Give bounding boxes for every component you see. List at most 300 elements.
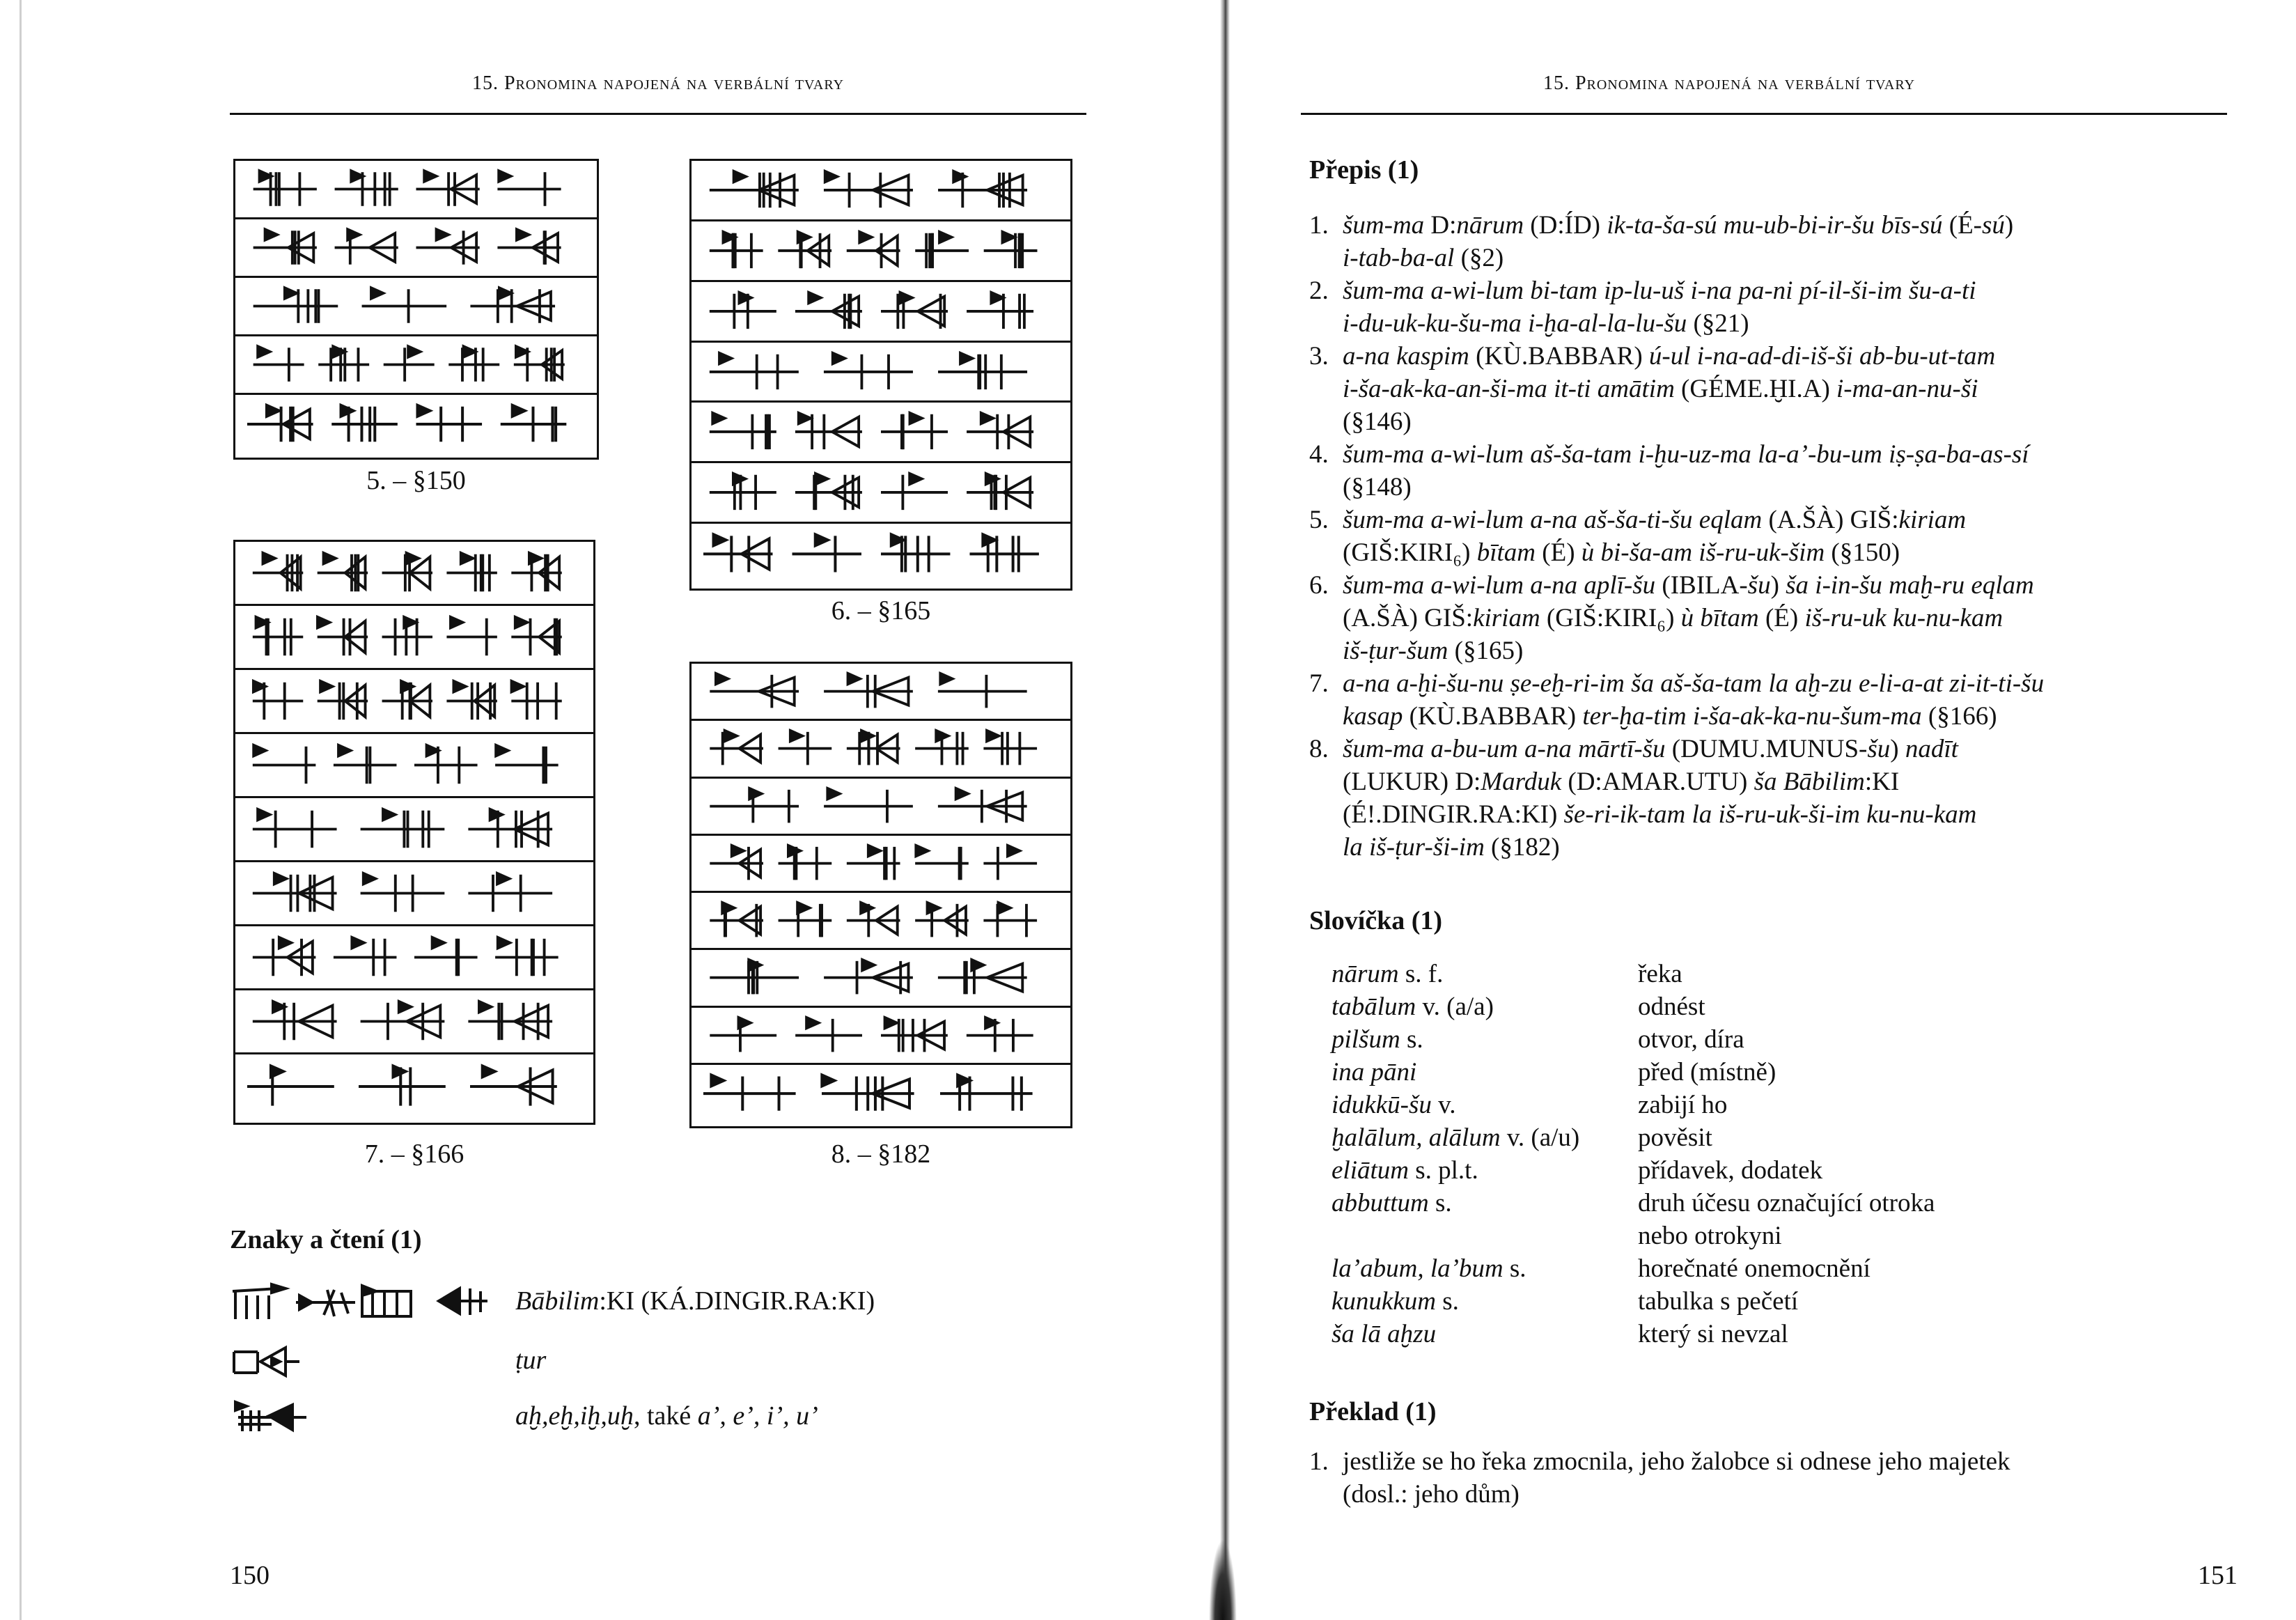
sign-row-ah (230, 1396, 1100, 1438)
vocabulary-list (1331, 958, 2167, 1350)
cuneiform-sign (847, 232, 900, 268)
page-number-right: 151 (2198, 1561, 2238, 1590)
cuneiform-sign (881, 1017, 948, 1051)
cuneiform-sign (253, 346, 304, 382)
transliteration-segment: ú-ul i-na-ad-di-iš-ši ab-bu-ut-tam (1648, 342, 1996, 371)
cuneiform-sign (253, 171, 317, 206)
transliteration-segment: i-du-uk-ku-šu-ma i-ḫa-al-la-lu-šu (1343, 309, 1687, 338)
item-number: 5. (1309, 506, 1329, 534)
vocabulary-term (1331, 1154, 1478, 1187)
cuneiform-sign (915, 846, 969, 880)
vocabulary-term-segment: la’abum, la’bum (1331, 1254, 1504, 1283)
transliteration-segment: nārum (1456, 211, 1524, 240)
vocabulary-term-segment: ḫalālum, alālum (1331, 1123, 1501, 1152)
vocabulary-meaning: horečnaté onemocnění (1638, 1254, 1871, 1283)
vocabulary-row (1331, 958, 2167, 990)
cuneiform-line (692, 1065, 1070, 1122)
cuneiform-sign (967, 1017, 1033, 1051)
vocabulary-row (1331, 1187, 2167, 1220)
cuneiform-sign (881, 293, 948, 329)
transliteration-segment: (GIŠ:KIRI₆) (1343, 538, 1477, 567)
cuneiform-sign (710, 731, 763, 765)
transliteration-segment: (KÙ.BABBAR) (1469, 342, 1649, 371)
tablet-line (235, 990, 593, 1054)
vocabulary-row (1331, 1023, 2167, 1056)
vocabulary-term (1331, 1023, 1423, 1056)
cuneiform-sign (795, 474, 862, 510)
transliteration-segment: (§148) (1343, 473, 1412, 501)
cuneiform-sign (446, 553, 497, 591)
cuneiform-sign (468, 873, 552, 912)
transliteration-line (1343, 373, 2159, 405)
cuneiform-sign (416, 229, 480, 265)
vocabulary-term-segment: eliātum (1331, 1156, 1409, 1185)
cuneiform-line (692, 836, 1070, 891)
cuneiform-sign (710, 960, 799, 994)
transliteration-segment: šum-ma a-wi-lum aš-ša-tam i-ḫu-uz-ma la-a’-bu-um iṣ-ṣa-ba-as-sí (1343, 440, 2029, 469)
transliteration-item (1309, 209, 2159, 274)
sign-reading-segment: Bābilim (515, 1286, 600, 1316)
tablet-figure-5 (233, 159, 599, 460)
cuneiform-line (692, 282, 1070, 341)
item-number: 6. (1309, 571, 1329, 600)
transliteration-segment: kasap (1343, 702, 1403, 731)
transliteration-segment: iš-ṭur-šum (1343, 637, 1448, 665)
sign-reading-segment: aḫ,eḫ,iḫ,uḫ (515, 1401, 634, 1431)
translation-line: jestliže se ho řeka zmocnila, jeho žalobce si odnese jeho majetek (1343, 1447, 2010, 1476)
transliteration-segment: šu (1867, 735, 1891, 763)
transliteration-segment: ša i-in-šu maḫ-ru eqlam (1786, 571, 2034, 600)
cuneiform-sign (247, 405, 313, 442)
cuneiform-sign (318, 553, 368, 591)
cuneiform-line (235, 1054, 593, 1119)
cuneiform-sign (359, 1066, 446, 1105)
cuneiform-sign (253, 745, 316, 784)
transliteration-segment: nadīt (1905, 735, 1958, 763)
vocabulary-meaning: který si nevzal (1638, 1320, 1788, 1348)
cuneiform-line (235, 798, 593, 860)
cuneiform-sign (414, 937, 478, 976)
vocabulary-term (1331, 1318, 1436, 1350)
cuneiform-sign (710, 788, 799, 822)
cuneiform-sign (938, 673, 1027, 708)
tablet-line (235, 1054, 593, 1119)
transliteration-segment: (GIŠ:KIRI₆) (1540, 604, 1681, 632)
transliteration-segment: a-na kaspim (1343, 342, 1469, 371)
cuneiform-sign (253, 288, 338, 323)
transliteration-segment: kiriam (1473, 604, 1540, 632)
cuneiform-sign (824, 960, 913, 994)
cuneiform-sign (331, 405, 398, 442)
cuneiform-sign (318, 617, 368, 655)
vocabulary-meaning: před (místně) (1638, 1058, 1776, 1087)
transliteration-item (1309, 274, 2159, 340)
cuneiform-sign (253, 809, 337, 848)
cuneiform-sign (253, 553, 303, 591)
cuneiform-sign (779, 731, 832, 765)
cuneiform-sign (710, 413, 776, 449)
sign-reading-segment: :KI (KÁ.DINGIR.RA:KI) (599, 1286, 875, 1316)
cuneiform-line (235, 161, 597, 217)
item-number: 1. (1309, 1447, 1329, 1476)
cuneiform-line (692, 721, 1070, 776)
cuneiform-sign (501, 405, 567, 442)
transliteration-item (1309, 504, 2159, 569)
vocabulary-row (1331, 1154, 2167, 1187)
tablet-line (692, 779, 1070, 836)
transliteration-segment: bītam (1476, 538, 1536, 567)
vocabulary-row (1331, 1252, 2167, 1285)
transliteration-segment: i-ma-an-nu-ši (1836, 375, 1978, 403)
transliteration-segment: (KÙ.BABBAR) (1403, 702, 1583, 731)
cuneiform-sign (779, 903, 832, 937)
transliteration-segment: (D:AMAR.UTU) (1561, 768, 1754, 796)
vocabulary-meaning: pověsit (1638, 1123, 1712, 1152)
transliteration-line (1343, 602, 2159, 634)
cuneiform-sign (335, 171, 398, 206)
cuneiform-line (235, 336, 597, 393)
cuneiform-sign (318, 346, 369, 382)
cuneiform-line (235, 542, 593, 604)
transliteration-line (1343, 242, 2159, 274)
item-number: 7. (1309, 669, 1329, 698)
transliteration-list (1309, 209, 2159, 864)
cuneiform-sign (710, 474, 776, 510)
sign-reading-segment: a’, e’, i’, u’ (697, 1401, 818, 1431)
cuneiform-sign (470, 1066, 557, 1105)
cuneiform-sign (938, 960, 1027, 994)
cuneiform-sign (795, 413, 862, 449)
transliteration-line (1343, 471, 2159, 504)
transliteration-segment: i-tab-ba-al (1343, 244, 1455, 272)
cuneiform-sign (384, 346, 435, 382)
transliteration-item (1309, 569, 2159, 667)
transliteration-segment: (IBILA- (1655, 571, 1748, 600)
transliteration-segment: ù bi-ša-am iš-ru-uk-šim (1581, 538, 1825, 567)
vocabulary-row (1331, 990, 2167, 1023)
transliteration-segment: ) (1770, 571, 1786, 600)
cuneiform-line (235, 606, 593, 668)
cuneiform-sign (824, 171, 913, 208)
transliteration-segment: (§166) (1921, 702, 1997, 731)
tablet-line (692, 221, 1070, 282)
sign-reading-babilim (515, 1286, 875, 1316)
tablet-line (235, 336, 597, 395)
cuneiform-sign (795, 1017, 862, 1051)
cuneiform-sign (983, 846, 1037, 880)
transliteration-segment: (§165) (1448, 637, 1524, 665)
cuneiform-signs-babilim (230, 1282, 494, 1322)
transliteration-segment: ša Bābilim (1754, 768, 1865, 796)
transliteration-item (1309, 340, 2159, 438)
tablet-line (692, 403, 1070, 463)
item-number: 8. (1309, 735, 1329, 763)
cuneiform-sign (495, 937, 559, 976)
cuneiform-sign (253, 937, 316, 976)
vocabulary-term (1331, 1056, 1416, 1089)
cuneiform-sign (779, 846, 832, 880)
cuneiform-sign (967, 474, 1033, 510)
transliteration-segment: (É) (1758, 604, 1805, 632)
transliteration-segment: :KI (1864, 768, 1900, 796)
cuneiform-sign (703, 534, 772, 572)
figure-caption-7: 7. – §166 (364, 1139, 464, 1169)
cuneiform-sign (983, 731, 1037, 765)
cuneiform-sign (497, 171, 561, 206)
cuneiform-sign (938, 171, 1027, 208)
cuneiform-line (692, 161, 1070, 219)
transliteration-segment: (A.ŠÀ) GIŠ: (1762, 506, 1899, 534)
cuneiform-sign (824, 352, 913, 389)
vocabulary-term-segment: ina pāni (1331, 1058, 1417, 1087)
cuneiform-sign (361, 873, 445, 912)
cuneiform-line (692, 664, 1070, 719)
vocabulary-term (1331, 1089, 1455, 1121)
transliteration-line (1343, 274, 2159, 307)
running-head-text: 15. Pronomina napojená na verbální tvary (471, 72, 845, 94)
vocabulary-term (1331, 990, 1494, 1023)
vocabulary-term-segment: ša lā aḫzu (1331, 1320, 1437, 1348)
cuneiform-line (235, 734, 593, 796)
tablet-line (235, 670, 593, 734)
transliteration-item (1309, 733, 2159, 864)
transliteration-segment: ) (2004, 211, 2014, 240)
vocabulary-row (1331, 1089, 2167, 1121)
vocabulary-term (1331, 1252, 1526, 1285)
cuneiform-line (692, 463, 1070, 522)
cuneiform-sign (915, 903, 969, 937)
cuneiform-sign (247, 1066, 334, 1105)
transliteration-segment: Marduk (1481, 768, 1562, 796)
cuneiform-sign (795, 293, 862, 329)
cuneiform-sign (703, 1075, 796, 1110)
tablet-line (692, 893, 1070, 950)
transliteration-line (1343, 209, 2159, 242)
vocabulary-meaning: řeka (1638, 960, 1682, 988)
cuneiform-sign (915, 232, 969, 268)
sign-row-babilim (230, 1282, 1100, 1323)
tablet-line (692, 463, 1070, 524)
cuneiform-sign (414, 745, 478, 784)
cuneiform-sign (940, 1075, 1033, 1110)
figure-caption-5: 5. – §150 (366, 466, 466, 495)
tablet-line (235, 798, 593, 862)
vocabulary-term-segment: tabālum (1331, 992, 1416, 1021)
translation-item (1309, 1445, 2159, 1511)
vocabulary-term-segment: kunukkum (1331, 1287, 1436, 1316)
cuneiform-line (235, 670, 593, 732)
cuneiform-sign (382, 617, 432, 655)
cuneiform-sign (938, 352, 1027, 389)
cuneiform-sign (446, 681, 497, 719)
cuneiform-sign (847, 846, 900, 880)
header-rule (1301, 113, 2227, 115)
cuneiform-sign (495, 745, 559, 784)
cuneiform-sign (967, 413, 1033, 449)
vocabulary-term-segment: abbuttum (1331, 1189, 1429, 1217)
vocabulary-row (1331, 1220, 2167, 1252)
cuneiform-line (692, 221, 1070, 280)
transliteration-line (1343, 733, 2159, 765)
transliteration-segment: (§2) (1454, 244, 1504, 272)
vocabulary-term-segment: s. f. (1398, 960, 1444, 988)
transliteration-segment: (GÉME.ḪI.A) (1674, 375, 1837, 403)
cuneiform-sign (470, 288, 555, 323)
transliteration-line (1343, 700, 2159, 733)
cuneiform-sign (382, 681, 432, 719)
transliteration-segment: ) (1890, 735, 1905, 763)
cuneiform-line (235, 278, 597, 334)
transliteration-segment: (É!.DINGIR.RA:KI) (1343, 800, 1564, 829)
translation-list (1309, 1445, 2159, 1511)
cuneiform-sign (361, 1002, 445, 1040)
cuneiform-line (692, 343, 1070, 401)
cuneiform-line (692, 403, 1070, 461)
cuneiform-sign (361, 809, 445, 848)
transliteration-segment: la iš-ṭur-ši-im (1343, 833, 1485, 862)
cuneiform-sign (967, 293, 1033, 329)
transliteration-item (1309, 667, 2159, 733)
tablet-line (235, 161, 597, 219)
cuneiform-sign (253, 617, 303, 655)
vocabulary-term-segment: idukkū-šu (1331, 1091, 1432, 1119)
cuneiform-sign (468, 809, 552, 848)
vocabulary-term-segment: s. (1503, 1254, 1526, 1283)
tablet-figure-7 (233, 540, 595, 1125)
cuneiform-sign (318, 681, 368, 719)
cuneiform-sign (446, 617, 497, 655)
transliteration-line (1343, 831, 2159, 864)
vocabulary-term (1331, 958, 1443, 990)
transliteration-line (1343, 569, 2159, 602)
cuneiform-sign (710, 1017, 776, 1051)
item-number: 3. (1309, 342, 1329, 371)
transliteration-segment: šum-ma (1343, 211, 1425, 240)
tablet-line (235, 542, 593, 606)
transliteration-segment: še-ri-ik-tam la iš-ru-uk-ši-im ku-nu-kam (1563, 800, 1977, 829)
transliteration-heading: Přepis (1) (1309, 155, 1419, 185)
vocabulary-term-segment: s. pl.t. (1408, 1156, 1478, 1185)
cuneiform-line (235, 862, 593, 924)
item-number: 2. (1309, 277, 1329, 305)
transliteration-segment: i-ša-ak-ka-an-ši-ma it-ti amātim (1343, 375, 1675, 403)
cuneiform-line (692, 779, 1070, 834)
cuneiform-sign (824, 673, 913, 708)
figure-caption-6: 6. – §165 (831, 596, 931, 625)
vocabulary-meaning: nebo otrokyni (1638, 1222, 1782, 1250)
cuneiform-sign (881, 413, 948, 449)
cuneiform-line (235, 990, 593, 1052)
cuneiform-sign (710, 673, 799, 708)
tablet-line (235, 926, 593, 990)
tablet-figure-6 (689, 159, 1072, 591)
cuneiform-sign (984, 232, 1038, 268)
vocabulary-meaning: zabijí ho (1638, 1091, 1728, 1119)
sign-reading-segment: ṭur (515, 1346, 547, 1375)
transliteration-line (1343, 504, 2159, 536)
transliteration-segment: (§182) (1484, 833, 1560, 862)
translation-line: (dosl.: jeho dům) (1343, 1480, 1520, 1509)
cuneiform-sign (822, 1075, 914, 1110)
transliteration-segment: šum-ma a-bu-um a-na mārtī-šu (1343, 735, 1666, 763)
vocabulary-meaning: tabulka s pečetí (1638, 1287, 1799, 1316)
cuneiform-sign (792, 534, 861, 572)
tablet-line (235, 606, 593, 670)
cuneiform-line (692, 1008, 1070, 1063)
vocabulary-meaning: otvor, díra (1638, 1025, 1744, 1054)
vocabulary-term (1331, 1121, 1579, 1154)
cuneiform-sign (824, 788, 913, 822)
cuneiform-sign (710, 293, 776, 329)
transliteration-item (1309, 438, 2159, 504)
vocabulary-term-segment: nārum (1331, 960, 1399, 988)
tablet-line (692, 950, 1070, 1007)
cuneiform-sign (511, 617, 561, 655)
cuneiform-sign (362, 288, 447, 323)
sign-reading-tur (515, 1345, 546, 1376)
cuneiform-sign (335, 229, 398, 265)
cuneiform-sign (915, 731, 969, 765)
tablet-line (235, 734, 593, 798)
vocabulary-meaning: přídavek, dodatek (1638, 1156, 1823, 1185)
vocabulary-term-segment: v. (a/u) (1500, 1123, 1580, 1152)
cuneiform-sign (847, 731, 900, 765)
tablet-line (235, 278, 597, 336)
cuneiform-sign (881, 474, 948, 510)
vocabulary-term (1331, 1285, 1459, 1318)
vocabulary-term-segment: v. (1431, 1091, 1456, 1119)
cuneiform-sign (334, 745, 397, 784)
translation-heading: Překlad (1) (1309, 1397, 1437, 1426)
cuneiform-sign (448, 346, 499, 382)
tablet-line (692, 1065, 1070, 1122)
tablet-line (235, 862, 593, 926)
cuneiform-sign (253, 229, 317, 265)
cuneiform-line (692, 950, 1070, 1005)
cuneiform-line (235, 395, 597, 453)
page-number-left: 150 (230, 1561, 270, 1590)
cuneiform-sign (511, 553, 561, 591)
cuneiform-sign (497, 229, 561, 265)
transliteration-segment: kiriam (1898, 506, 1967, 534)
cuneiform-sign (253, 681, 303, 719)
running-head-right (1301, 72, 2157, 95)
transliteration-segment: ù bītam (1680, 604, 1759, 632)
cuneiform-sign (710, 171, 799, 208)
header-rule (230, 113, 1086, 115)
vocabulary-row (1331, 1285, 2167, 1318)
cuneiform-sign-tur (230, 1341, 313, 1381)
tablet-line (235, 219, 597, 278)
cuneiform-sign (710, 903, 763, 937)
transliteration-line (1343, 536, 2159, 569)
cuneiform-sign (511, 681, 561, 719)
vocabulary-term-segment: s. (1400, 1025, 1423, 1054)
vocabulary-meaning: odnést (1638, 992, 1705, 1021)
cuneiform-sign (334, 937, 397, 976)
transliteration-segment: šu (1747, 571, 1771, 600)
cuneiform-line (692, 893, 1070, 948)
transliteration-segment: (§21) (1687, 309, 1749, 338)
cuneiform-sign (710, 232, 763, 268)
transliteration-segment: (D:ÍD) (1524, 211, 1607, 240)
cuneiform-sign (710, 352, 799, 389)
tablet-figure-8 (689, 662, 1072, 1128)
sign-reading-segment: , také (633, 1401, 698, 1431)
cuneiform-sign (253, 873, 337, 912)
transliteration-segment: (§150) (1825, 538, 1900, 567)
cuneiform-sign (969, 534, 1038, 572)
